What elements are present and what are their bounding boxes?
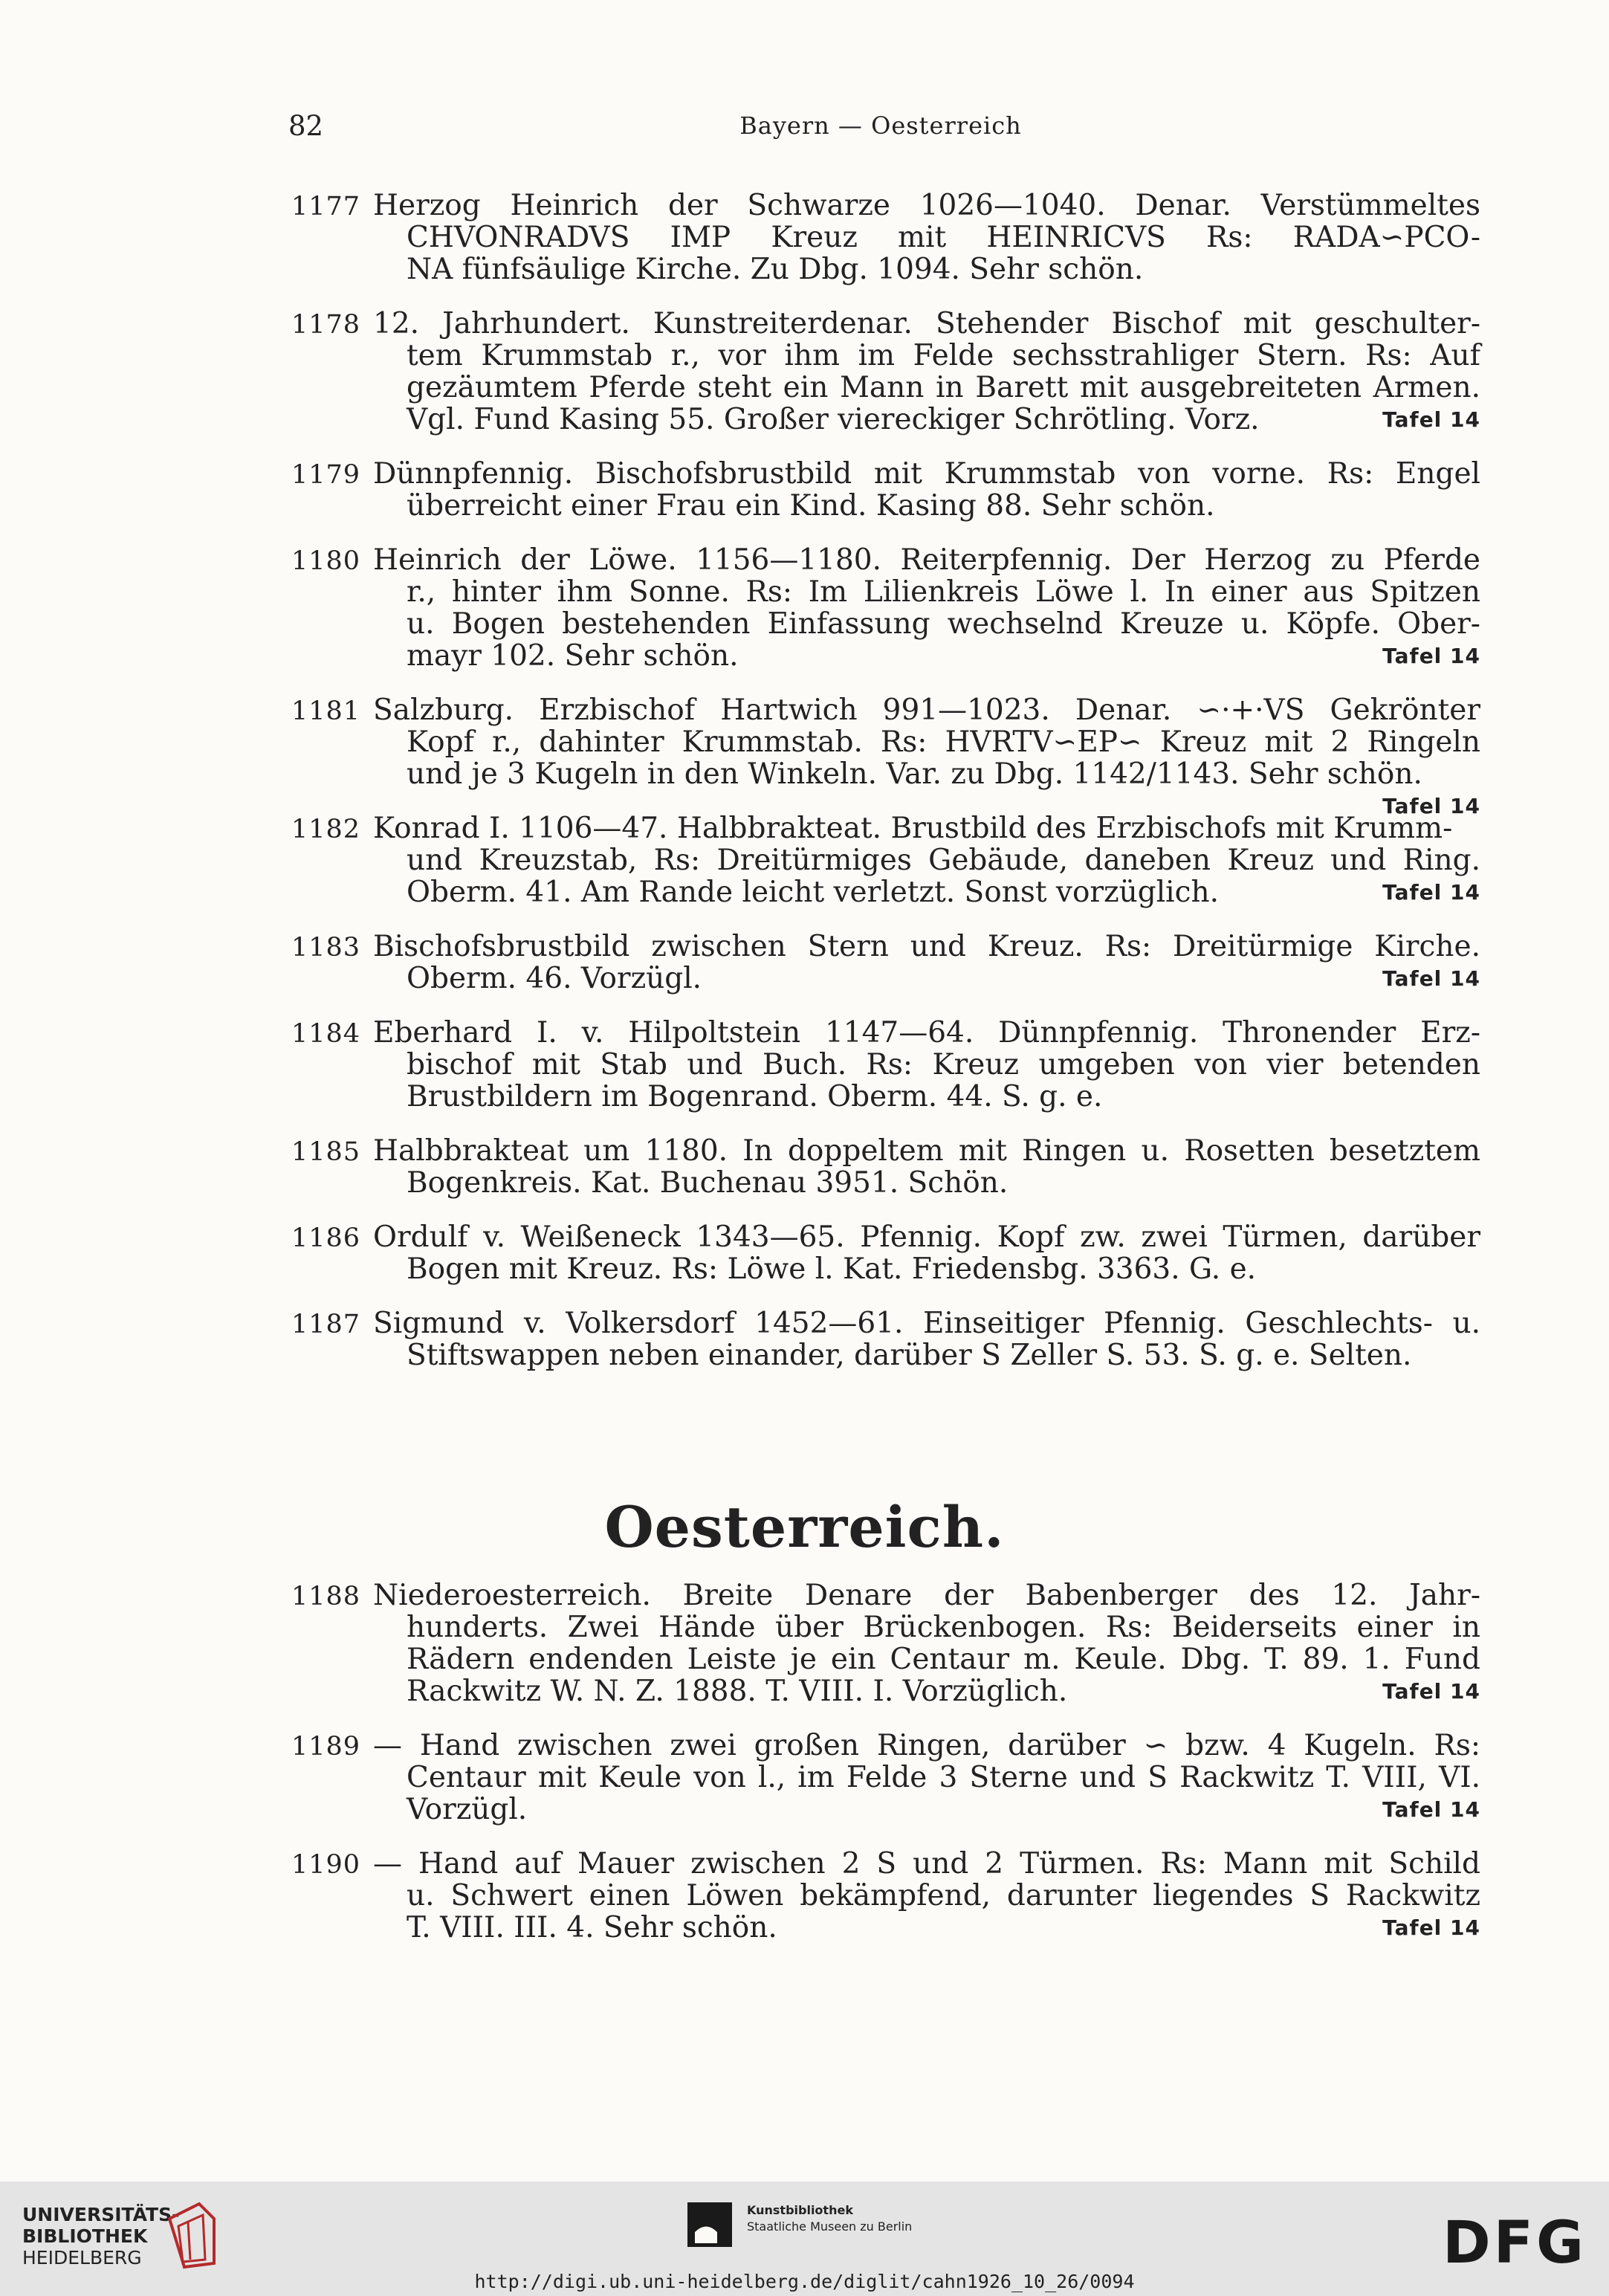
catalog-entry — [291, 1307, 1480, 1371]
plate-reference: Tafel 14 — [1382, 1679, 1480, 1704]
entry-line-with-plate — [373, 757, 1480, 818]
entry-line-with-plate — [373, 1675, 1480, 1707]
entries-bayern — [291, 190, 1480, 1394]
catalog-entry — [291, 1017, 1480, 1113]
entry-line: mayr 102. Sehr schön. — [407, 639, 739, 673]
catalog-entry — [291, 693, 1480, 818]
page-header — [282, 110, 1479, 147]
catalog-entry — [291, 190, 1480, 285]
entry-number: 1188 — [291, 1582, 361, 1611]
catalog-entry — [291, 458, 1480, 522]
entry-line: CHVONRADVS IMP Kreuz mit HEINRICVS Rs: RADA∽PCO- — [407, 221, 1480, 254]
entry-line: — Hand zwischen zwei großen Ringen, darüber ∽ bzw. 4 Kugeln. Rs: — [373, 1729, 1480, 1762]
entry-line: Rackwitz W. N. Z. 1888. T. VIII. I. Vorzüglich. — [407, 1675, 1068, 1708]
ub-logo-line3: HEIDELBERG — [22, 2247, 142, 2268]
ub-logo-line1: UNIVERSITÄTS- — [22, 2204, 180, 2225]
entry-number: 1180 — [291, 546, 361, 576]
catalog-entry — [291, 931, 1480, 995]
entry-line: Ordulf v. Weißeneck 1343—65. Pfennig. Kopf zw. zwei Türmen, darüber — [373, 1220, 1480, 1254]
entry-line: Bogen mit Kreuz. Rs: Löwe l. Kat. Friedensbg. 3363. G. e. — [407, 1252, 1257, 1286]
entry-line-with-plate — [373, 404, 1480, 436]
entry-line-with-plate — [373, 876, 1480, 908]
entry-number: 1178 — [291, 310, 361, 340]
entry-number: 1182 — [291, 815, 361, 844]
entry-line: Eberhard I. v. Hilpoltstein 1147—64. Dünnpfennig. Thronender Erz- — [373, 1016, 1480, 1050]
entry-line: Brustbildern im Bogenrand. Oberm. 44. S. g. e. — [407, 1080, 1103, 1113]
entry-number: 1186 — [291, 1223, 361, 1253]
entry-number: 1177 — [291, 192, 361, 221]
kb-line2: Staatliche Museen zu Berlin — [747, 2219, 913, 2234]
entry-line: und Kreuzstab, Rs: Dreitürmiges Gebäude, daneben Kreuz und Ring. — [407, 844, 1480, 877]
entry-number: 1189 — [291, 1732, 361, 1762]
entry-line: bischof mit Stab und Buch. Rs: Kreuz umgeben von vier betenden — [407, 1048, 1480, 1081]
kb-line1: Kunstbibliothek — [747, 2203, 853, 2217]
entries-oesterreich — [291, 1579, 1480, 1966]
entry-line: — Hand auf Mauer zwischen 2 S und 2 Türmen. Rs: Mann mit Schild — [373, 1847, 1480, 1881]
permalink-url[interactable]: http://digi.ub.uni-heidelberg.de/diglit/cahn1926_10_26/0094 — [474, 2271, 1135, 2292]
entry-line: NA fünfsäulige Kirche. Zu Dbg. 1094. Sehr schön. — [407, 253, 1144, 286]
entry-line: T. VIII. III. 4. Sehr schön. — [407, 1911, 777, 1944]
entry-line: gezäumtem Pferde steht ein Mann in Barett mit ausgebreiteten Armen. — [407, 371, 1480, 404]
entry-line: überreicht einer Frau ein Kind. Kasing 88. Sehr schön. — [407, 489, 1215, 523]
entry-number: 1179 — [291, 460, 361, 490]
catalog-entry — [291, 812, 1480, 908]
entry-line: Niederoesterreich. Breite Denare der Babenberger des 12. Jahr- — [373, 1579, 1480, 1612]
entry-line: u. Bogen bestehenden Einfassung wechselnd Kreuze u. Köpfe. Ober- — [407, 607, 1480, 641]
plate-reference: Tafel 14 — [1382, 1915, 1480, 1940]
ub-logo-line2: BIBLIOTHEK — [22, 2225, 148, 2247]
entry-line: Rädern endenden Leiste je ein Centaur m. Keule. Dbg. T. 89. 1. Fund — [407, 1643, 1480, 1676]
entry-line: Oberm. 46. Vorzügl. — [407, 962, 702, 995]
catalog-entry — [291, 1221, 1480, 1285]
entry-line: Oberm. 41. Am Rande leicht verletzt. Sonst vorzüglich. — [407, 876, 1220, 909]
kunstbibliothek-text — [747, 2202, 912, 2235]
entry-line: u. Schwert einen Löwen bekämpfend, darunter liegendes S Rackwitz — [407, 1879, 1480, 1912]
entry-line: Herzog Heinrich der Schwarze 1026—1040. Denar. Verstümmeltes — [373, 189, 1480, 222]
entry-line: hunderts. Zwei Hände über Brückenbogen. Rs: Beiderseits einer in — [407, 1611, 1480, 1644]
dfg-logo[interactable]: DFG — [1442, 2210, 1587, 2277]
plate-reference: Tafel 14 — [1382, 966, 1480, 991]
entry-line: Vorzügl. — [407, 1793, 528, 1826]
entry-line: Konrad I. 1106—47. Halbbrakteat. Brustbild des Erzbischofs mit Krumm- — [373, 812, 1453, 845]
entry-line: Sigmund v. Volkersdorf 1452—61. Einseitiger Pfennig. Geschlechts- u. — [373, 1307, 1480, 1340]
entry-line: Kopf r., dahinter Krummstab. Rs: HVRTV∽EP∽ Kreuz mit 2 Ringeln — [407, 725, 1480, 759]
plate-reference: Tafel 14 — [1382, 407, 1480, 432]
entry-line-with-plate — [373, 640, 1480, 672]
section-title: Oesterreich. — [604, 1494, 1005, 1560]
plate-reference: Tafel 14 — [1382, 880, 1480, 905]
running-head: Bayern — Oesterreich — [739, 111, 1022, 140]
entry-line: Salzburg. Erzbischof Hartwich 991—1023. Denar. ∽·+·VS Gekrönter — [373, 693, 1480, 727]
entry-number: 1190 — [291, 1850, 361, 1880]
entry-number: 1181 — [291, 696, 361, 726]
entry-line: 12. Jahrhundert. Kunstreiterdenar. Stehender Bischof mit geschulter- — [373, 307, 1480, 340]
entry-number: 1183 — [291, 933, 361, 963]
entry-number: 1187 — [291, 1310, 361, 1339]
catalog-entry — [291, 1730, 1480, 1826]
catalog-entry — [291, 544, 1480, 672]
entry-line: Bischofsbrustbild zwischen Stern und Kreuz. Rs: Dreitürmige Kirche. — [373, 930, 1480, 963]
kunstbibliothek-logo-icon — [687, 2202, 732, 2247]
entry-line: Heinrich der Löwe. 1156—1180. Reiterpfennig. Der Herzog zu Pferde — [373, 543, 1480, 577]
entry-number: 1184 — [291, 1019, 361, 1049]
catalog-entry — [291, 1848, 1480, 1944]
ub-heidelberg-logo[interactable] — [22, 2204, 179, 2268]
viewer-footer — [0, 2182, 1609, 2296]
entry-line: Bogenkreis. Kat. Buchenau 3951. Schön. — [407, 1166, 1009, 1200]
entry-line-with-plate — [373, 1794, 1480, 1826]
entry-line-with-plate — [373, 1912, 1480, 1944]
entry-line: und je 3 Kugeln in den Winkeln. Var. zu Dbg. 1142/1143. Sehr schön. — [407, 757, 1422, 791]
plate-reference: Tafel 14 — [1382, 1797, 1480, 1822]
plate-reference: Tafel 14 — [1382, 644, 1480, 668]
entry-line: Stiftswappen neben einander, darüber S Zeller S. 53. S. g. e. Selten. — [407, 1339, 1412, 1372]
entry-line: tem Krummstab r., vor ihm im Felde sechsstrahliger Stern. Rs: Auf — [407, 339, 1480, 372]
page-number: 82 — [288, 110, 324, 142]
entry-line: Halbbrakteat um 1180. In doppeltem mit Ringen u. Rosetten besetztem — [373, 1134, 1480, 1168]
entry-line-with-plate — [373, 963, 1480, 995]
entry-line: Dünnpfennig. Bischofsbrustbild mit Krummstab von vorne. Rs: Engel — [373, 457, 1480, 491]
catalog-entry — [291, 308, 1480, 436]
entry-line: r., hinter ihm Sonne. Rs: Im Lilienkreis Löwe l. In einer aus Spitzen — [407, 575, 1480, 609]
catalog-entry — [291, 1135, 1480, 1199]
entry-line: Centaur mit Keule von l., im Felde 3 Sterne und S Rackwitz T. VIII, VI. — [407, 1761, 1480, 1794]
plate-reference: Tafel 14 — [1382, 794, 1480, 818]
ub-emblem-icon — [162, 2196, 221, 2271]
catalog-entry — [291, 1579, 1480, 1707]
entry-line: Vgl. Fund Kasing 55. Großer viereckiger Schrötling. Vorz. — [407, 403, 1260, 436]
entry-number: 1185 — [291, 1137, 361, 1167]
